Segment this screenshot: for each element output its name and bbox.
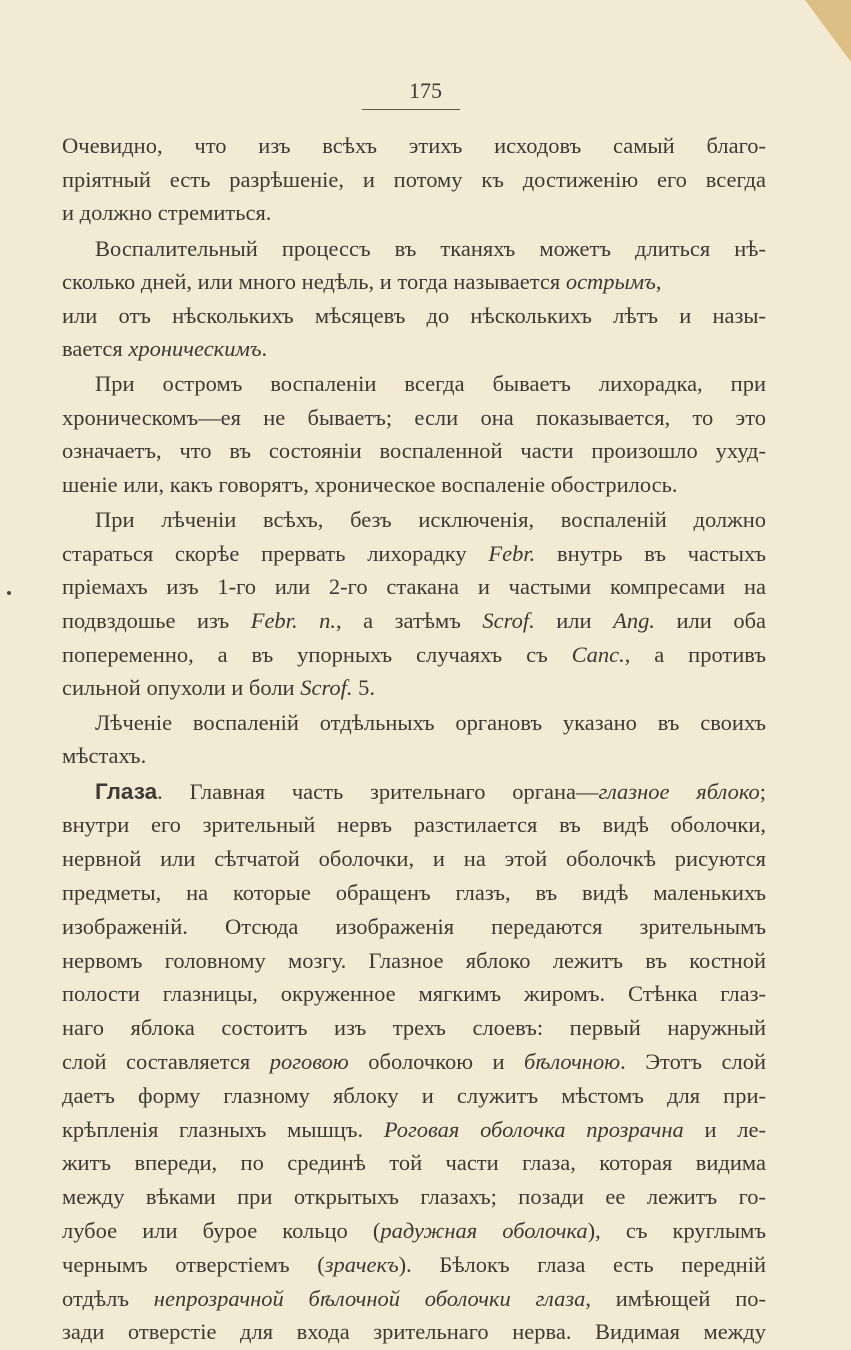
text-line	[62, 1284, 766, 1314]
italic-term: радужная оболочка	[380, 1218, 588, 1243]
text-line	[62, 1047, 766, 1077]
text-line	[62, 810, 766, 840]
text-line	[62, 198, 766, 228]
text-segment: , а противъ	[624, 642, 766, 667]
text-segment: ). Бѣлокъ глаза есть передній	[398, 1252, 766, 1277]
text-line	[62, 1115, 766, 1145]
text-segment: зади отверстіе для входа зрительнаго нерва. Видимая между	[62, 1319, 766, 1344]
italic-term: острымъ	[565, 269, 656, 294]
text-segment: сколько дней, или много недѣль, и тогда называется	[62, 269, 566, 294]
text-line	[95, 777, 766, 807]
text-segment: , а затѣмъ	[335, 608, 483, 633]
text-segment: Лѣченіе воспаленій отдѣльныхъ органовъ указано въ своихъ	[95, 710, 766, 735]
text-segment: или отъ нѣсколькихъ мѣсяцевъ до нѣсколькихъ лѣтъ и назы-	[62, 303, 766, 328]
text-segment: ;	[759, 779, 766, 804]
text-segment: ,	[655, 269, 662, 294]
text-segment: мѣстахъ.	[62, 743, 147, 768]
page-corner-mark	[805, 0, 851, 62]
text-segment: отдѣлъ	[62, 1286, 154, 1311]
text-segment: оболочкою и	[348, 1049, 524, 1074]
text-line	[62, 436, 766, 466]
text-segment: нервной или сѣтчатой оболочки, и на этой оболочкѣ рисуются	[62, 846, 766, 871]
text-line	[62, 912, 766, 942]
text-line	[62, 470, 766, 500]
italic-term: непрозрачной бѣлочной оболочки глаза	[153, 1286, 586, 1311]
text-segment: даетъ форму глазному яблоку и служитъ мѣстомъ для при-	[62, 1083, 766, 1108]
text-segment: При лѣченіи всѣхъ, безъ исключенія, воспаленій должно	[95, 507, 766, 532]
text-segment: или оба	[654, 608, 767, 633]
margin-dot	[7, 591, 11, 595]
page-number-rule	[362, 109, 460, 110]
text-line	[62, 1148, 766, 1178]
italic-term: Роговая оболочка прозрачна	[383, 1117, 684, 1142]
text-line	[62, 403, 766, 433]
italic-term: роговою	[269, 1049, 349, 1074]
text-segment: .	[261, 336, 268, 361]
text-line	[62, 165, 766, 195]
text-line	[62, 606, 766, 636]
page-number: 175	[409, 78, 442, 103]
text-line	[62, 131, 766, 161]
text-segment: внутрь въ частыхъ	[535, 541, 766, 566]
text-segment: При остромъ воспаленіи всегда бываетъ лихорадка, при	[95, 371, 766, 396]
text-segment: полости глазницы, окруженное мягкимъ жиромъ. Стѣнка глаз-	[62, 981, 766, 1006]
text-segment: житъ впереди, по срединѣ той части глаза, которая видима	[62, 1150, 766, 1175]
text-line	[95, 505, 766, 535]
text-segment: слой составляется	[62, 1049, 270, 1074]
text-line	[62, 979, 766, 1009]
italic-term: хроническимъ	[128, 336, 262, 361]
text-segment: лубое или бурое кольцо (	[62, 1218, 381, 1243]
text-segment: или	[534, 608, 614, 633]
text-line	[62, 1317, 766, 1347]
text-segment: попеременно, а въ упорныхъ случаяхъ съ	[62, 642, 572, 667]
text-segment: внутри его зрительный нервъ разстилается въ видѣ оболочки,	[62, 812, 766, 837]
text-line	[62, 334, 766, 364]
text-segment: 5.	[352, 675, 376, 700]
italic-term: Febr. n.	[250, 608, 336, 633]
text-segment: хроническомъ—ея не бываетъ; если она показывается, то это	[62, 405, 766, 430]
text-segment: , имѣющей по-	[585, 1286, 766, 1311]
italic-term: зрачекъ	[324, 1252, 399, 1277]
text-segment: подвздошье изъ	[62, 608, 251, 633]
text-line	[62, 1081, 766, 1111]
text-segment: чернымъ отверстіемъ (	[62, 1252, 325, 1277]
text-segment: нервомъ головному мозгу. Глазное яблоко лежитъ въ костной	[62, 948, 766, 973]
text-line	[62, 640, 766, 670]
text-line	[62, 301, 766, 331]
text-segment: стараться скорѣе прервать лихорадку	[62, 541, 489, 566]
text-segment: предметы, на которые обращенъ глазъ, въ видѣ маленькихъ	[62, 880, 766, 905]
text-segment: и ле-	[683, 1117, 766, 1142]
text-line	[62, 1250, 766, 1280]
text-line	[62, 572, 766, 602]
section-heading: Глаза	[95, 779, 158, 804]
text-line	[62, 878, 766, 908]
text-line	[62, 741, 766, 771]
text-segment: наго яблока состоитъ изъ трехъ слоевъ: первый наружный	[62, 1015, 766, 1040]
text-line	[62, 267, 766, 297]
text-segment: пріятный есть разрѣшеніе, и потому къ достиженію его всегда	[62, 167, 766, 192]
italic-term: Ang.	[613, 608, 655, 633]
text-segment: пріемахъ изъ 1-го или 2-го стакана и частыми компресами на	[62, 574, 766, 599]
italic-term: глазное яблоко	[598, 779, 760, 804]
text-segment: и должно стремиться.	[62, 200, 272, 225]
text-line	[62, 946, 766, 976]
italic-term: Scrof.	[482, 608, 535, 633]
text-line	[62, 539, 766, 569]
italic-term: бѣлочною	[524, 1049, 621, 1074]
text-line	[62, 844, 766, 874]
italic-term: Scrof.	[300, 675, 353, 700]
text-segment: между вѣками при открытыхъ глазахъ; позади ее лежитъ го-	[62, 1184, 766, 1209]
text-segment: означаетъ, что въ состояніи воспаленной части произошло ухуд-	[62, 438, 766, 463]
text-segment: . Этотъ слой	[620, 1049, 766, 1074]
italic-term: Canc.	[571, 642, 625, 667]
text-segment: сильной опухоли и боли	[62, 675, 301, 700]
text-segment: крѣпленія глазныхъ мышцъ.	[62, 1117, 384, 1142]
text-segment: . Главная часть зрительнаго органа—	[157, 779, 599, 804]
text-segment: Очевидно, что изъ всѣхъ этихъ исходовъ самый благо-	[62, 133, 766, 158]
text-segment: изображеній. Отсюда изображенія передаются зрительнымъ	[62, 914, 766, 939]
text-line	[62, 673, 766, 703]
text-line	[62, 1216, 766, 1246]
text-line	[95, 708, 766, 738]
text-line	[62, 1182, 766, 1212]
text-segment: шеніе или, какъ говорятъ, хроническое воспаленіе обострилось.	[62, 472, 678, 497]
text-line	[62, 1013, 766, 1043]
text-segment: вается	[62, 336, 129, 361]
text-line	[95, 369, 766, 399]
text-segment: ), съ круглымъ	[587, 1218, 766, 1243]
text-line	[95, 234, 766, 264]
italic-term: Febr.	[488, 541, 536, 566]
text-segment: Воспалительный процессъ въ тканяхъ можетъ длиться нѣ-	[95, 236, 766, 261]
